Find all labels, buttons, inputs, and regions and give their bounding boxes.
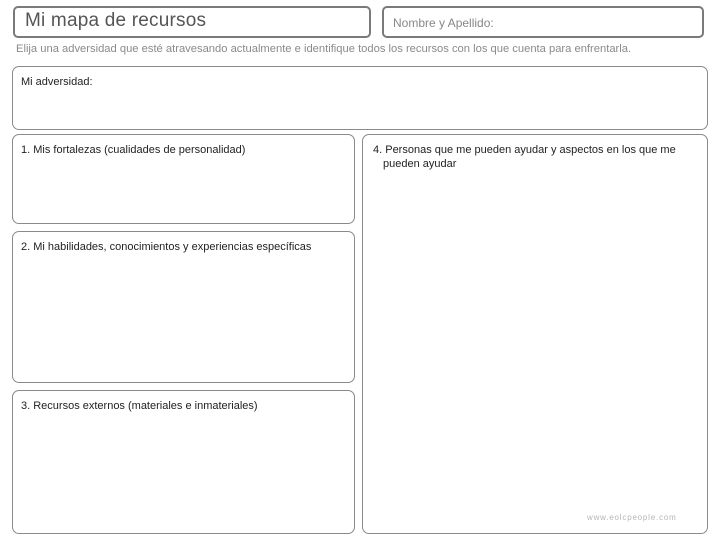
helpers-label — [373, 143, 683, 171]
name-field-placeholder: Nombre y Apellido: — [393, 16, 494, 30]
strengths-field[interactable] — [12, 134, 355, 224]
external-resources-label: 3. Recursos externos (materiales e inmateriales) — [21, 400, 258, 412]
adversity-field[interactable] — [12, 66, 708, 130]
skills-label: 2. Mi habilidades, conocimientos y experiencias específicas — [21, 241, 312, 253]
strengths-label: 1. Mis fortalezas (cualidades de personalidad) — [21, 144, 246, 156]
helpers-label-line1: 4. Personas que me pueden ayudar y aspectos en los que me — [373, 144, 676, 156]
helpers-label-line2: pueden ayudar — [383, 158, 457, 170]
helpers-field[interactable] — [362, 134, 708, 534]
name-field[interactable] — [382, 6, 704, 38]
watermark: www.eolcpeople.com — [587, 513, 677, 522]
external-resources-field[interactable] — [12, 390, 355, 534]
page-title: Mi mapa de recursos — [25, 10, 207, 31]
adversity-label: Mi adversidad: — [21, 76, 93, 88]
skills-field[interactable] — [12, 231, 355, 383]
instructions-text: Elija una adversidad que esté atravesando actualmente e identifique todos los recursos con los que cuenta para enfrentarla. — [16, 43, 632, 55]
title-box — [13, 6, 371, 38]
